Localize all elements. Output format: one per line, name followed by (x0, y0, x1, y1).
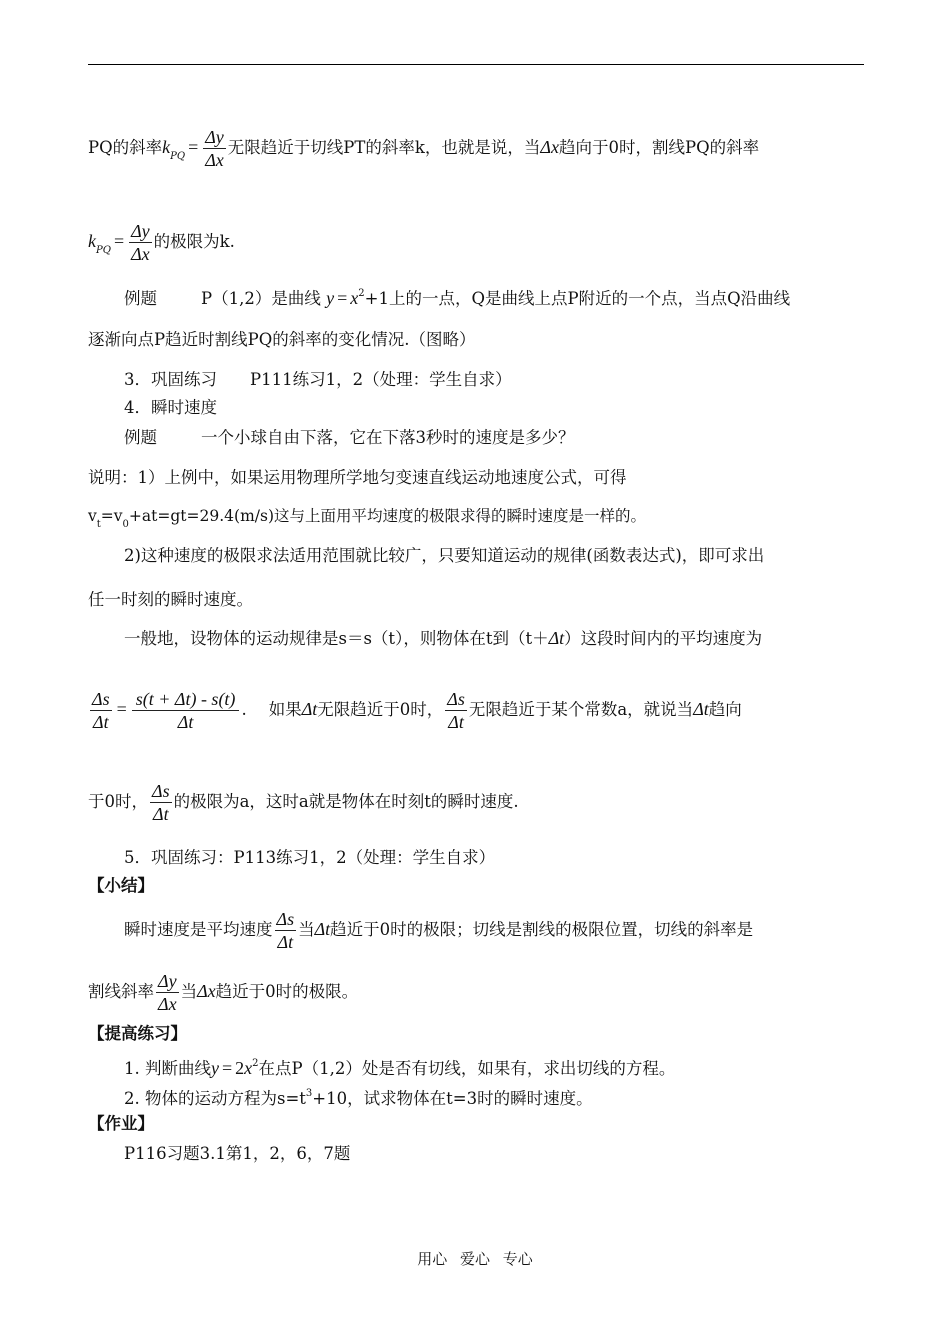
text: 一般地，设物体的运动规律是s＝s（t），则物体在t到（t＋ (124, 629, 549, 648)
fraction-dy-dx: $\frac{\Delta y}{\Delta x}$ (205, 127, 224, 170)
text: 无限趋近于0时， (317, 700, 444, 719)
section-4: 4．瞬时速度 (124, 398, 217, 417)
note2-line2: 任一时刻的瞬时速度。 (88, 590, 253, 609)
text: =v (100, 507, 123, 525)
text: 无限趋近于切线PT的斜率k，也就是说，当 (227, 138, 541, 157)
example-label: 例题 (124, 289, 157, 308)
coefficient: 2 (235, 1058, 245, 1078)
text: PQ的斜率 (88, 138, 163, 157)
text: 1. 判断曲线 (124, 1059, 211, 1078)
k-symbol: k (88, 231, 96, 251)
text: 一个小球自由下落，它在下落3秒时的速度是多少？ (201, 428, 575, 447)
fraction-dy-dx: $\frac{\Delta y}{\Delta x}$ (158, 971, 177, 1014)
fraction-dy-dx: $\frac{\Delta y}{\Delta x}$ (131, 221, 150, 264)
text: 割线斜率 (88, 982, 154, 1001)
example2 (124, 428, 575, 448)
fraction-ds-dt: $\frac{\Delta s}{\Delta t}$ (92, 689, 110, 732)
homework-text: P116习题3.1第1，2，6，7题 (124, 1144, 351, 1163)
delta-t: Δt (301, 699, 318, 719)
text: 如果 (268, 700, 302, 719)
y-var: y (211, 1058, 219, 1078)
text: +at=gt=29.4(m/s)这与上面用平均速度的极限求得的瞬时速度是一样的。 (128, 507, 646, 525)
fraction-ds-dt: $\frac{\Delta s}{\Delta t}$ (447, 689, 465, 732)
slope-paragraph-line2 (88, 222, 235, 263)
text: 2. 物体的运动方程为s=t (124, 1089, 306, 1108)
x-var: x (244, 1058, 253, 1078)
note1-line2 (88, 506, 646, 535)
general-line3 (88, 782, 519, 823)
x-var: x (350, 288, 359, 308)
exponent: 2 (252, 1058, 259, 1069)
subscript: t (96, 519, 101, 530)
equals-sign: = (113, 231, 125, 251)
delta-x: Δx (197, 981, 216, 1001)
example-label: 例题 (124, 428, 157, 447)
text: 的极限为a，这时a就是物体在时刻t的瞬时速度. (173, 792, 519, 811)
text: +1上的一点，Q是曲线上点P附近的一个点，当点Q沿曲线 (364, 289, 791, 308)
delta-t: Δt (314, 919, 331, 939)
text: 趋近于0时的极限。 (215, 982, 359, 1001)
summary-line1 (124, 910, 753, 951)
text: +10，试求物体在t=3时的瞬时速度。 (312, 1089, 593, 1108)
text: 趋向 (708, 700, 742, 719)
text: 趋近于0时的极限；切线是割线的极限位置，切线的斜率是 (330, 920, 754, 939)
section-5: 5．巩固练习：P113练习1，2（处理：学生自求） (124, 848, 496, 867)
slope-paragraph-line1 (88, 128, 759, 169)
delta-x: Δx (540, 137, 559, 157)
homework-heading: 【作业】 (88, 1114, 154, 1133)
text: P（1,2）是曲线 (201, 289, 321, 308)
text: 在点P（1,2）处是否有切线，如果有，求出切线的方程。 (258, 1059, 676, 1078)
equals-sign: = (337, 288, 348, 308)
equals-sign: = (222, 1058, 233, 1078)
fraction-ds-dt: $\frac{\Delta s}{\Delta t}$ (152, 781, 170, 824)
equals-sign: = (116, 699, 127, 719)
text: 瞬时速度是平均速度 (124, 920, 273, 939)
page-footer: 用心 爱心 专心 (417, 1250, 533, 1268)
practice-item-2 (124, 1084, 593, 1109)
delta-t: Δt (548, 628, 565, 648)
period: . (241, 700, 247, 719)
k-subscript: PQ (170, 151, 186, 162)
example1-line2: 逐渐向点P趋近时割线PQ的斜率的变化情况.（图略） (88, 330, 476, 349)
note1-line1: 说明：1）上例中，如果运用物理所学地匀变速直线运动地速度公式，可得 (88, 468, 627, 487)
general-line2 (88, 690, 742, 731)
summary-heading: 【小结】 (88, 876, 154, 895)
text: 无限趋近于某个常数a，就说当 (468, 700, 694, 719)
fraction-average-velocity: $\frac{s(t + \Delta t) - s(t)}{\Delta t}$ (132, 690, 240, 731)
text: 当 (180, 982, 198, 1001)
text: 当 (298, 920, 315, 939)
text: 于0时， (88, 792, 148, 811)
practice-heading: 【提高练习】 (88, 1024, 187, 1043)
section-3: 3．巩固练习 P111练习1，2（处理：学生自求） (124, 370, 512, 389)
exponent: 3 (305, 1088, 313, 1099)
exponent: 2 (358, 288, 365, 299)
summary-line2 (88, 972, 358, 1013)
example1-line1 (124, 284, 790, 309)
text: ）这段时间内的平均速度为 (564, 629, 763, 648)
equals-sign: = (188, 137, 199, 157)
note2-line1: 2)这种速度的极限求法适用范围就比较广，只要知道运动的规律(函数表达式)，即可求出 (124, 546, 765, 565)
fraction-ds-dt: $\frac{\Delta s}{\Delta t}$ (276, 909, 295, 952)
subscript: 0 (122, 519, 129, 530)
practice-item-1 (124, 1054, 675, 1079)
y-var: y (326, 288, 335, 308)
header-rule (88, 64, 864, 65)
v-symbol: v (88, 507, 97, 525)
text: 的极限为k. (153, 232, 235, 251)
text: 趋向于0时，割线PQ的斜率 (558, 138, 760, 157)
k-symbol: k (162, 137, 171, 157)
general-line1 (124, 628, 762, 649)
k-subscript: PQ (96, 245, 111, 256)
delta-t: Δt (693, 699, 709, 719)
